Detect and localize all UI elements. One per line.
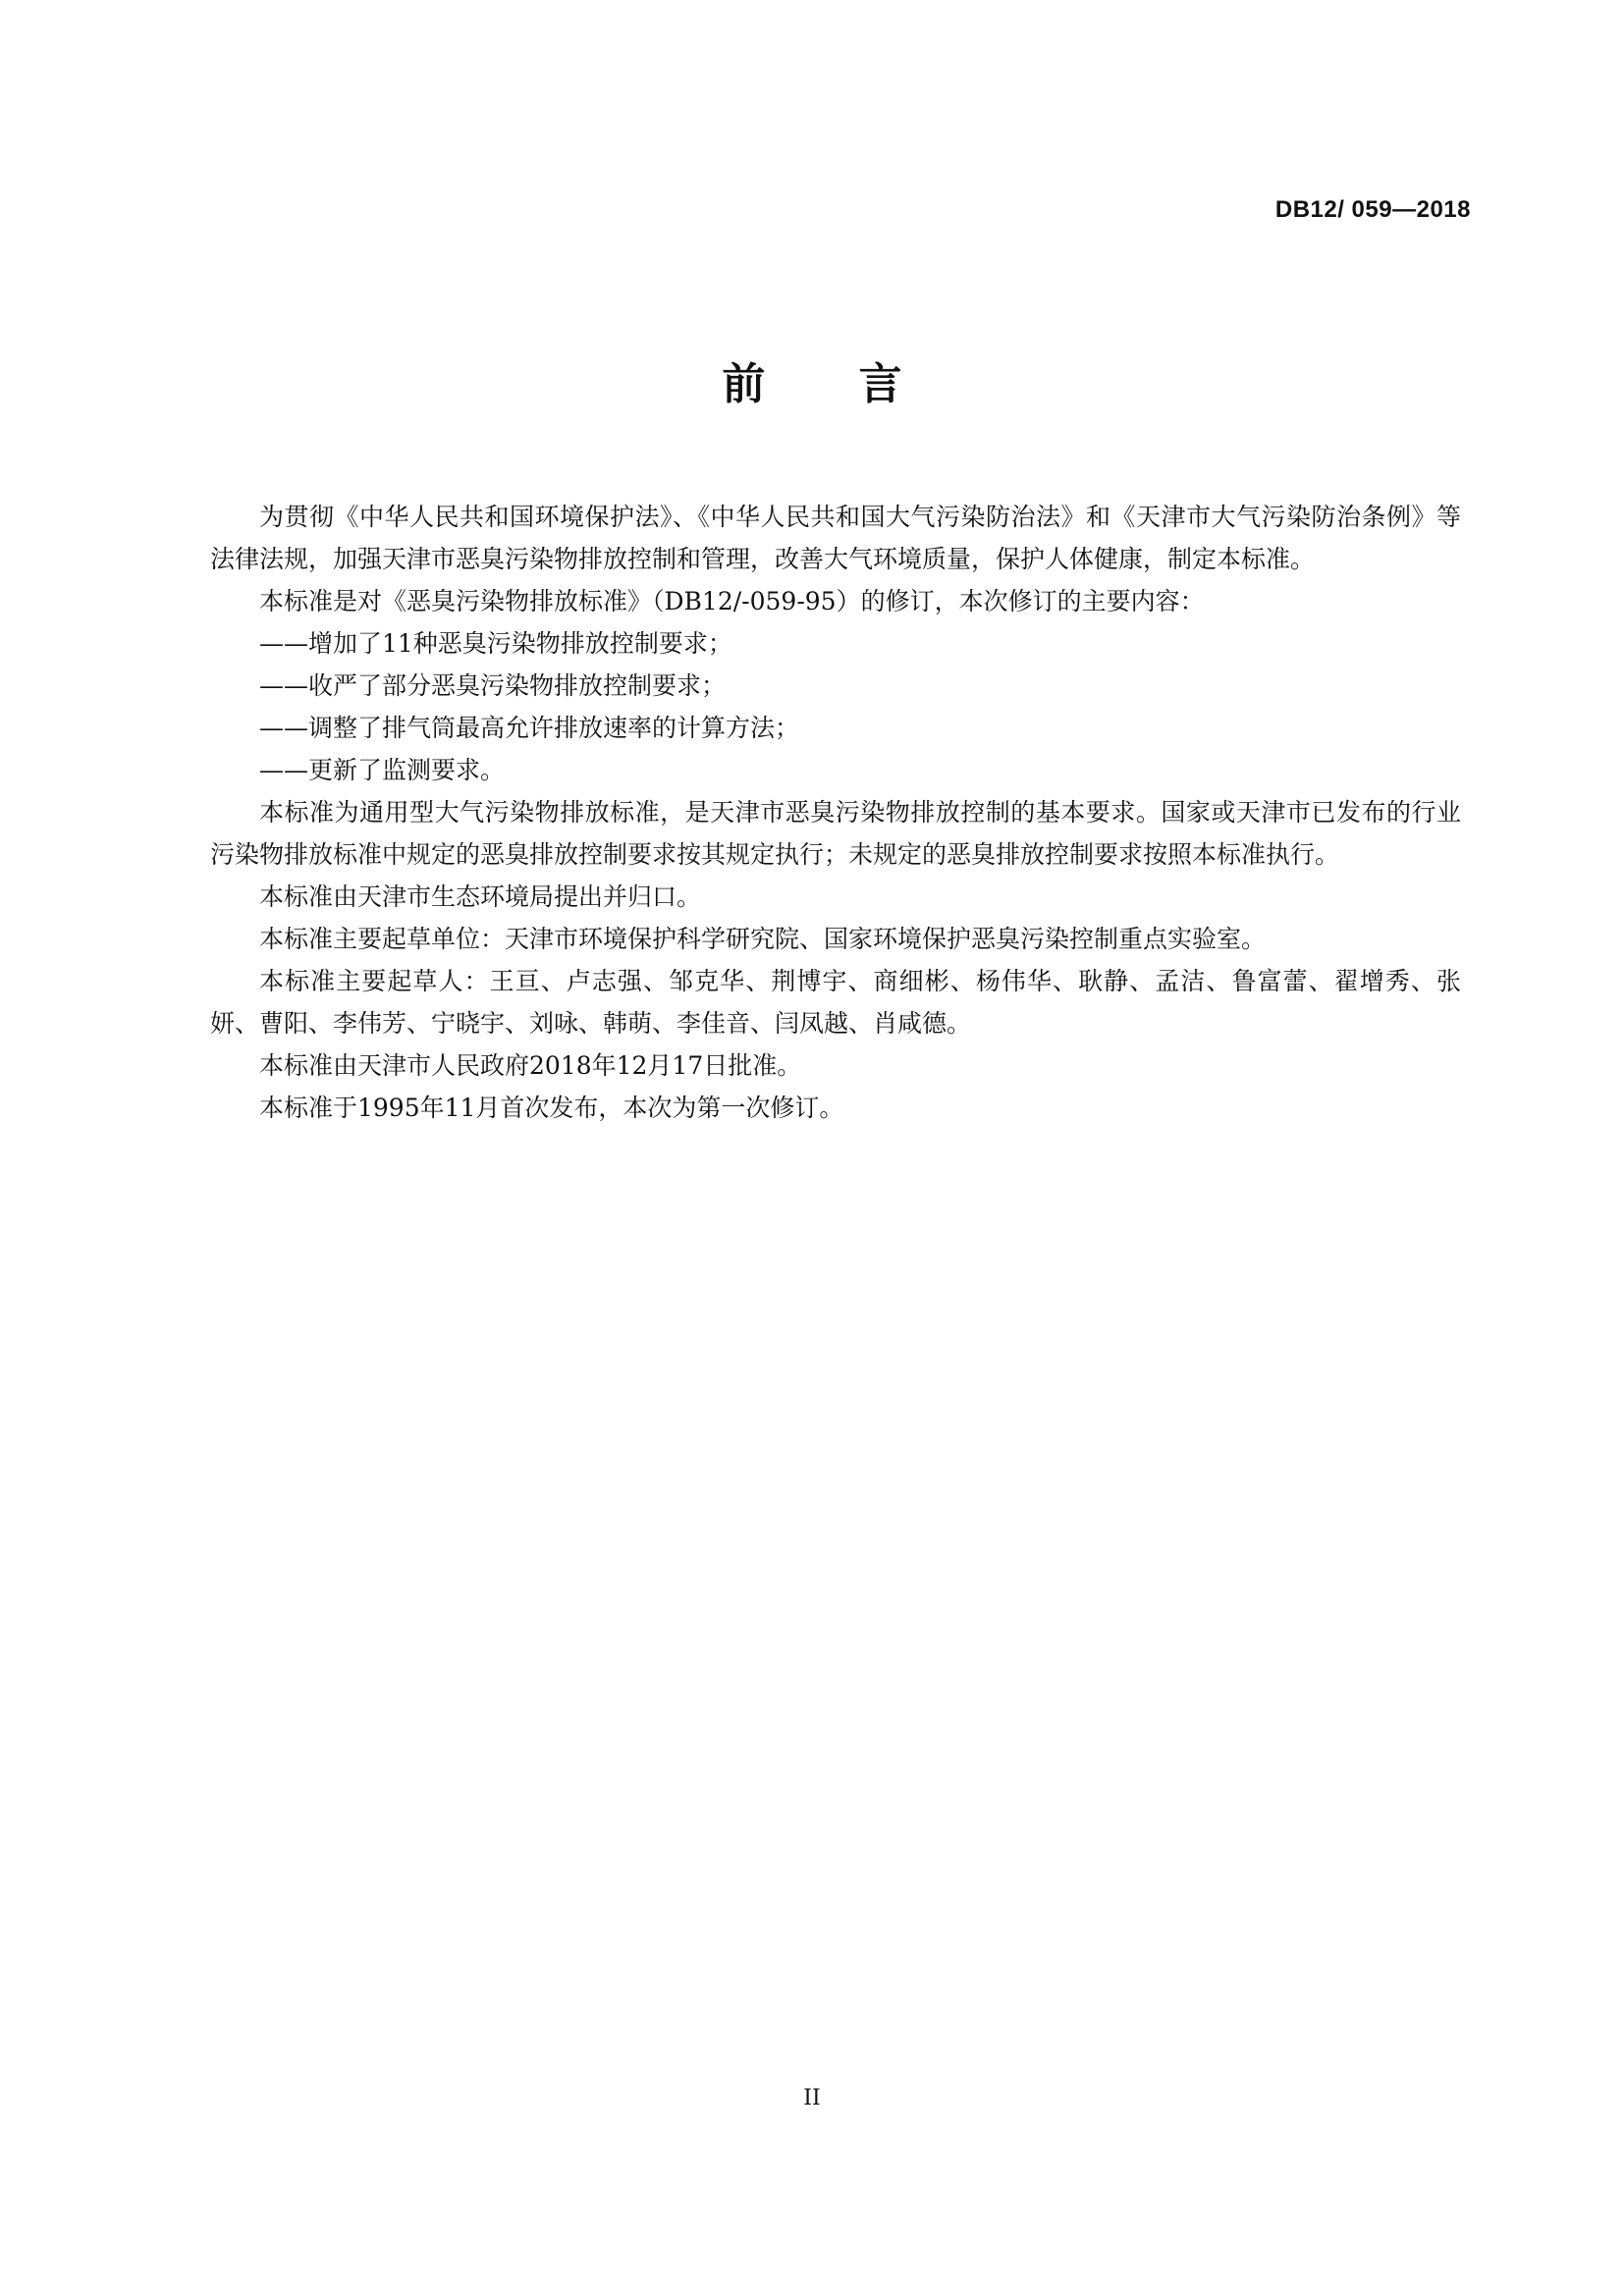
list-item-revision: ——更新了监测要求。 bbox=[259, 756, 506, 784]
paragraph-proposer: 本标准由天津市生态环境局提出并归口。 bbox=[259, 882, 702, 911]
list-item-revision: ——收严了部分恶臭污染物排放控制要求； bbox=[259, 671, 727, 700]
paragraph-history: 本标准于1995年11月首次发布，本次为第一次修订。 bbox=[259, 1094, 844, 1122]
page-number: II bbox=[803, 2086, 821, 2110]
paragraph-purpose: 为贯彻《中华人民共和国环境保护法》、《中华人民共和国大气污染防治法》和《天津市大气污染防治条例》等法律法规，加强天津市恶臭污染物排放控制和管理，改善大气环境质量，保护人体健康，制定本标准。 bbox=[210, 503, 1461, 573]
list-item-revision: ——调整了排气筒最高允许排放速率的计算方法； bbox=[259, 714, 800, 742]
standard-code: DB12/ 059—2018 bbox=[1274, 196, 1471, 223]
list-item-revision: ——增加了11种恶臭污染物排放控制要求； bbox=[259, 629, 732, 658]
paragraph-approval: 本标准由天津市人民政府2018年12月17日批准。 bbox=[259, 1051, 802, 1080]
foreword-body bbox=[210, 496, 1461, 1129]
paragraph-revision-intro: 本标准是对《恶臭污染物排放标准》（DB12/-059-95）的修订，本次修订的主要内容： bbox=[259, 587, 1205, 615]
paragraph-drafting-units: 本标准主要起草单位：天津市环境保护科学研究院、国家环境保护恶臭污染控制重点实验室。 bbox=[259, 925, 1267, 953]
paragraph-scope: 本标准为通用型大气污染物排放标准，是天津市恶臭污染物排放控制的基本要求。国家或天津市已发布的行业污染物排放标准中规定的恶臭排放控制要求按其规定执行；未规定的恶臭排放控制要求按照本标准执行。 bbox=[210, 798, 1461, 869]
paragraph-drafters: 本标准主要起草人：王亘、卢志强、邹克华、荆博宇、商细彬、杨伟华、耿静、孟洁、鲁富蕾、翟增秀、张妍、曹阳、李伟芳、宁晓宇、刘咏、韩萌、李佳音、闫凤越、肖咸德。 bbox=[210, 967, 1461, 1038]
page-title: 前 言 bbox=[722, 359, 942, 409]
